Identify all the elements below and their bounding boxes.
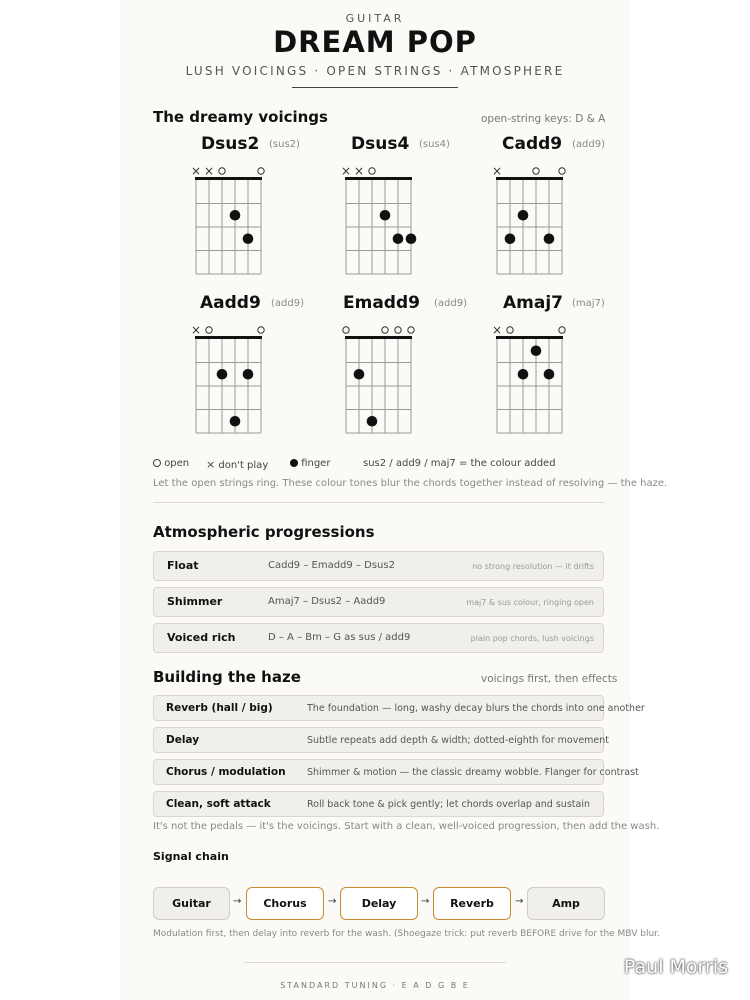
eyebrow: GUITAR (345, 12, 405, 25)
progression-name: Float (167, 559, 199, 572)
haze-name: Clean, soft attack (166, 798, 271, 810)
open-string-icon (369, 168, 375, 174)
arrow-right-icon: → (421, 896, 430, 907)
chord-name: Dsus4 (351, 134, 410, 154)
finger-dot (217, 369, 228, 380)
progression-name: Shimmer (167, 595, 223, 608)
legend-open-label: open (164, 458, 190, 469)
chord-name: Cadd9 (502, 134, 563, 154)
finger-dot (406, 233, 417, 244)
fretboard (190, 158, 273, 280)
chord-name: Dsus2 (201, 134, 260, 154)
open-string-icon (343, 327, 349, 333)
progression-row (153, 623, 604, 653)
finger-dot (531, 345, 542, 356)
signal-heading: Signal chain (153, 850, 229, 863)
finger-dot (518, 210, 529, 221)
chord-diagram (491, 293, 634, 443)
finger-dot (230, 210, 241, 221)
legend-mute (206, 458, 268, 471)
chord-quality: (add9) (434, 298, 467, 309)
finger-dot (230, 416, 241, 427)
chord-name: Aadd9 (200, 293, 261, 313)
finger-dot (544, 369, 555, 380)
mute-x-icon: × (206, 458, 216, 471)
legend-open (153, 458, 189, 469)
progression-chords: Amaj7 – Dsus2 – Aadd9 (268, 596, 386, 607)
page-subtitle: LUSH VOICINGS · OPEN STRINGS · ATMOSPHERE (185, 64, 565, 78)
legend-finger (290, 458, 330, 469)
finger-dot (367, 416, 378, 427)
haze-row (153, 695, 645, 721)
nut (195, 336, 262, 339)
chord-quality: (sus2) (269, 139, 300, 150)
muted-string-icon: × (190, 323, 202, 337)
finger-dot-icon (290, 459, 298, 467)
haze-desc: Roll back tone & pick gently; let chords overlap and sustain (307, 799, 590, 810)
finger-dot (544, 233, 555, 244)
signal-note: Modulation first, then delay into reverb for the wash. (Shoegaze trick: put reverb BEFORE drive for the MBV blur. (153, 929, 660, 939)
chord-quality: (add9) (572, 139, 605, 150)
arrow-right-icon: → (515, 896, 524, 907)
title-divider (292, 87, 458, 88)
chord-diagram (340, 134, 483, 284)
progression-chords: Cadd9 – Emadd9 – Dsus2 (268, 560, 395, 571)
haze-row (153, 727, 610, 753)
fretboard (491, 158, 574, 280)
haze-name: Reverb (hall / big) (166, 702, 273, 714)
progression-desc: maj7 & sus colour, ringing open (466, 598, 594, 607)
page-title: DREAM POP (273, 25, 477, 59)
haze-desc: Subtle repeats add depth & width; dotted-eighth for movement (307, 735, 610, 746)
open-string-icon (258, 327, 264, 333)
haze-desc: Shimmer & motion — the classic dreamy wobble. Flanger for contrast (307, 767, 639, 778)
fretboard (190, 317, 273, 439)
haze-row (153, 791, 604, 817)
progression-desc: no strong resolution — it drifts (472, 562, 594, 571)
muted-string-icon: × (203, 164, 215, 178)
open-string-icon (408, 327, 414, 333)
chord-diagram (190, 134, 333, 284)
chord-quality: (sus4) (419, 139, 450, 150)
finger-dot (243, 369, 254, 380)
voicings-heading: The dreamy voicings (153, 108, 328, 126)
progression-desc: plain pop chords, lush voicings (470, 634, 594, 643)
progression-chords: D – A – Bm – G as sus / add9 (268, 632, 411, 643)
chord-quality: (add9) (271, 298, 304, 309)
open-string-icon (559, 168, 565, 174)
finger-dot (393, 233, 404, 244)
progression-row (153, 551, 604, 581)
nut (345, 336, 412, 339)
open-string-icon (507, 327, 513, 333)
open-string-icon (395, 327, 401, 333)
signal-step-chorus: Chorus (246, 887, 324, 920)
finger-dot (354, 369, 365, 380)
progression-name: Voiced rich (167, 631, 236, 644)
chord-name: Emadd9 (343, 293, 420, 313)
open-string-icon (533, 168, 539, 174)
open-string-icon (206, 327, 212, 333)
voicings-hint: open-string keys: D & A (481, 113, 606, 125)
fretboard (340, 158, 423, 280)
open-circle-icon (153, 459, 161, 467)
finger-dot (518, 369, 529, 380)
nut (496, 336, 563, 339)
finger-dot (243, 233, 254, 244)
haze-desc: The foundation — long, washy decay blurs the chords into one another (307, 703, 645, 714)
haze-hint: voicings first, then effects (481, 673, 618, 685)
signal-step-delay: Delay (340, 887, 418, 920)
haze-name: Chorus / modulation (166, 766, 286, 778)
finger-dot (380, 210, 391, 221)
haze-name: Delay (166, 734, 200, 746)
legend-finger-label: finger (301, 458, 331, 469)
finger-dot (505, 233, 516, 244)
progression-row (153, 587, 604, 617)
progressions-heading: Atmospheric progressions (153, 523, 375, 541)
chord-name: Amaj7 (503, 293, 563, 313)
fretboard (491, 317, 574, 439)
fretboard (343, 317, 423, 439)
chord-diagram (491, 134, 634, 284)
chord-diagram (343, 293, 483, 443)
legend-mute-label: don't play (218, 460, 269, 471)
artist-credit: Paul Morris (623, 956, 728, 978)
haze-heading: Building the haze (153, 668, 301, 686)
open-string-icon (258, 168, 264, 174)
chord-diagram (190, 293, 333, 443)
muted-string-icon: × (340, 164, 352, 178)
voicings-note: Let the open strings ring. These colour tones blur the chords together instead of resolving — the haze. (153, 478, 668, 489)
muted-string-icon: × (491, 323, 503, 337)
muted-string-icon: × (353, 164, 365, 178)
muted-string-icon: × (190, 164, 202, 178)
signal-step-reverb: Reverb (433, 887, 511, 920)
open-string-icon (382, 327, 388, 333)
footer-divider (244, 962, 506, 963)
legend-colour: sus2 / add9 / maj7 = the colour added (363, 458, 556, 469)
chord-quality: (maj7) (572, 298, 605, 309)
arrow-right-icon: → (233, 896, 242, 907)
nut (496, 177, 563, 180)
signal-step-amp: Amp (527, 887, 605, 920)
footer-tuning: STANDARD TUNING · E A D G B E (280, 981, 470, 990)
signal-step-guitar: Guitar (153, 887, 230, 920)
haze-note: It's not the pedals — it's the voicings. Start with a clean, well-voiced progression, then add the wash. (153, 821, 660, 832)
haze-row (153, 759, 639, 785)
arrow-right-icon: → (328, 896, 337, 907)
open-string-icon (559, 327, 565, 333)
section-divider (153, 502, 604, 503)
open-string-icon (219, 168, 225, 174)
muted-string-icon: × (491, 164, 503, 178)
